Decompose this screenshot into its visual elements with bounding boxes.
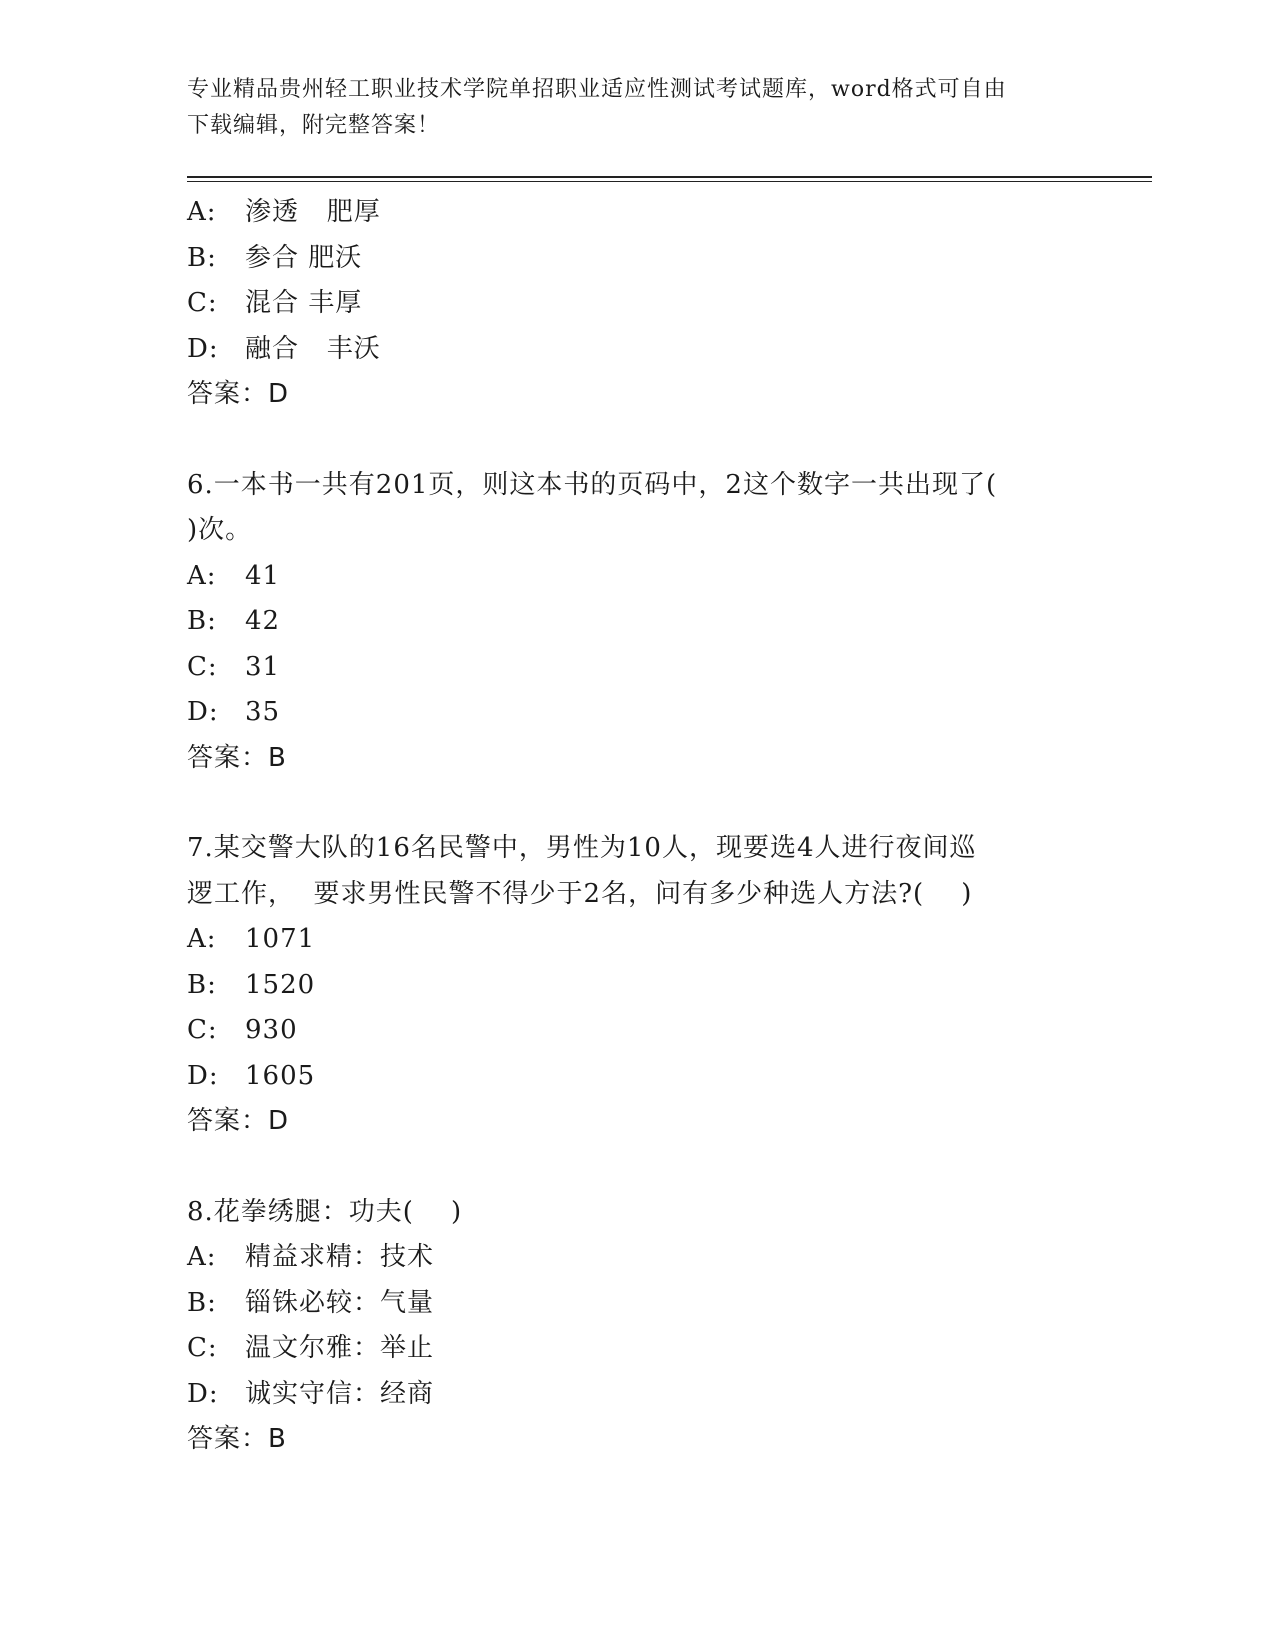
spacer [187, 781, 1087, 826]
question-stem-continued: )次。 [187, 515, 253, 545]
option-b: B: 锱铢必较：气量 [187, 1287, 435, 1318]
header-line-1: 专业精品贵州轻工职业技术学院单招职业适应性测试考试题库，word格式可自由 [187, 77, 1007, 102]
header-divider-thick [187, 176, 1152, 178]
header-line-2: 下载编辑，附完整答案！ [187, 113, 441, 138]
header-divider-thin [187, 181, 1152, 182]
answer-line: 答案：D [187, 379, 290, 409]
option-a: A: 精益求精：技术 [187, 1242, 435, 1272]
option-c: C: 混合 丰厚 [187, 288, 363, 318]
question-6 [187, 463, 1087, 782]
option-d: D: 35 [187, 697, 281, 727]
question-8 [187, 1190, 1087, 1463]
option-b: B: 1520 [187, 969, 316, 1000]
question-7 [187, 826, 1087, 1145]
question-stem-continued: 逻工作， 要求男性民警不得少于2名，问有多少种选人方法?( ) [187, 878, 973, 909]
question-stem: 8.花拳绣腿：功夫( ) [187, 1196, 463, 1227]
option-c: C: 930 [187, 1015, 298, 1045]
question-5 [187, 190, 1087, 418]
option-a: A: 41 [187, 560, 281, 591]
option-c: C: 温文尔雅：举止 [187, 1333, 435, 1363]
option-d: D: 诚实守信：经商 [187, 1378, 435, 1409]
question-stem: 6.一本书一共有201页，则这本书的页码中，2这个数字一共出现了( [187, 469, 998, 500]
option-d: D: 1605 [187, 1060, 316, 1091]
option-a: A: 渗透 肥厚 [187, 197, 381, 227]
document-header [187, 72, 1067, 144]
option-c: C: 31 [187, 651, 281, 682]
option-a: A: 1071 [187, 924, 316, 954]
question-list [187, 190, 1087, 1463]
answer-line: 答案：B [187, 1424, 287, 1454]
option-b: B: 42 [187, 606, 281, 636]
answer-line: 答案：B [187, 742, 287, 773]
option-b: B: 参合 肥沃 [187, 242, 363, 273]
spacer [187, 1145, 1087, 1190]
option-d: D: 融合 丰沃 [187, 333, 381, 364]
spacer [187, 418, 1087, 463]
answer-line: 答案：D [187, 1106, 290, 1136]
question-stem: 7.某交警大队的16名民警中，男性为10人，现要选4人进行夜间巡 [187, 833, 977, 863]
